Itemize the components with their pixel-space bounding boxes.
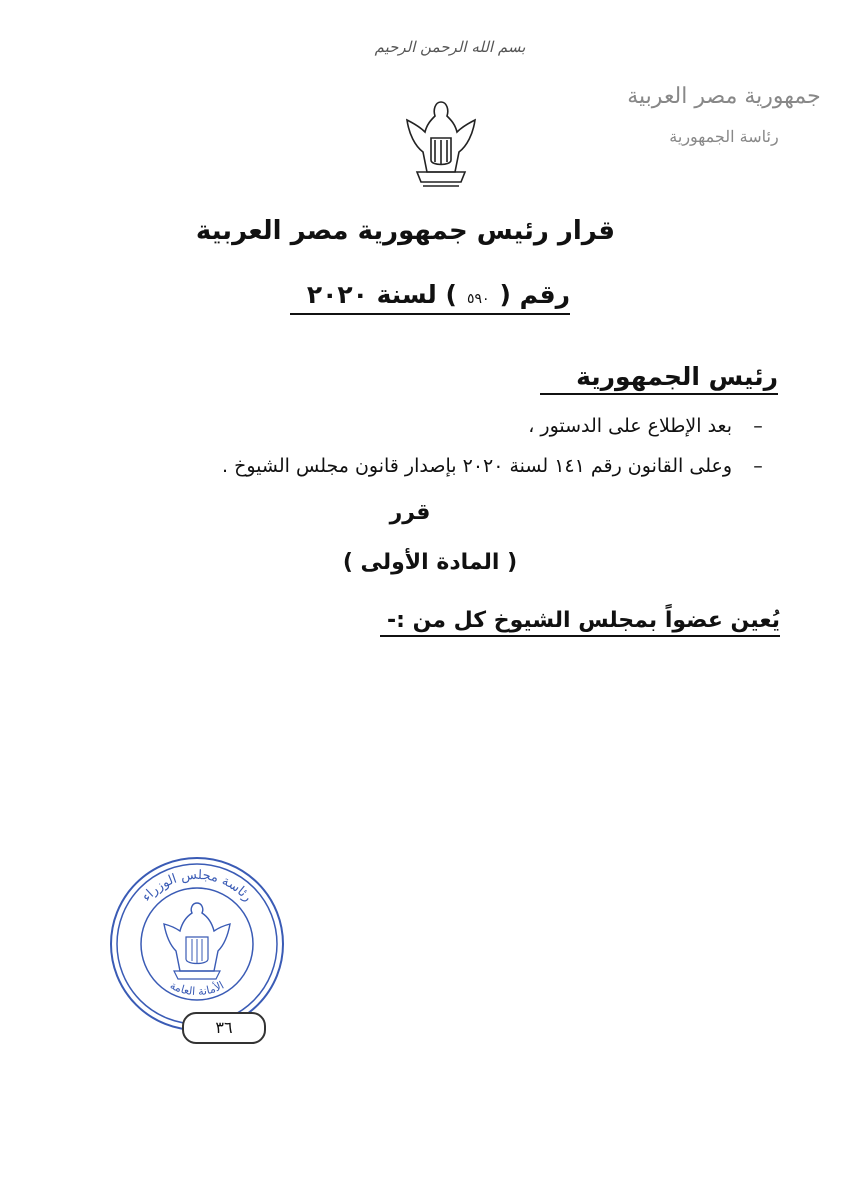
decree-number-value: ٥٩٠: [466, 291, 490, 307]
stamp-line-1: جمهورية مصر العربية: [627, 84, 821, 109]
decree-title: قرار رئيس جمهورية مصر العربية: [195, 216, 615, 246]
decree-number-suffix: ) لسنة ٢٠٢٠: [306, 280, 457, 309]
issuer-heading: رئيس الجمهورية: [540, 362, 778, 395]
preamble-clause: [130, 415, 770, 437]
decided-heading: قرر: [389, 500, 431, 525]
svg-text:الأمانة العامة: [168, 979, 226, 998]
seal-bottom-text: الأمانة العامة: [167, 978, 227, 999]
basmala: بسم الله الرحمن الرحيم: [374, 38, 526, 56]
republic-stamp: [618, 84, 830, 174]
seal-text: رئاسة مجلس الوزراء: [139, 867, 255, 905]
page-number: ٣٦: [182, 1012, 266, 1044]
clause-text: وعلى القانون رقم ١٤١ لسنة ٢٠٢٠ بإصدار قانون مجلس الشيوخ .: [222, 455, 732, 477]
clause-dash: –: [753, 415, 763, 437]
svg-text:رئاسة مجلس الوزراء: [139, 868, 255, 905]
preamble-clause: [130, 455, 770, 477]
decree-number: [290, 280, 570, 315]
clause-text: بعد الإطلاع على الدستور ،: [528, 415, 732, 437]
article-heading: ( المادة الأولى ): [342, 550, 518, 575]
stamp-line-2: رئاسة الجمهورية: [669, 127, 779, 146]
eagle-emblem-icon: [405, 98, 477, 190]
appointment-intro: يُعين عضواً بمجلس الشيوخ كل من :-: [380, 608, 780, 637]
clause-dash: –: [753, 455, 763, 477]
decree-number-prefix: رقم (: [499, 280, 570, 309]
cabinet-seal-icon: [108, 855, 286, 1033]
